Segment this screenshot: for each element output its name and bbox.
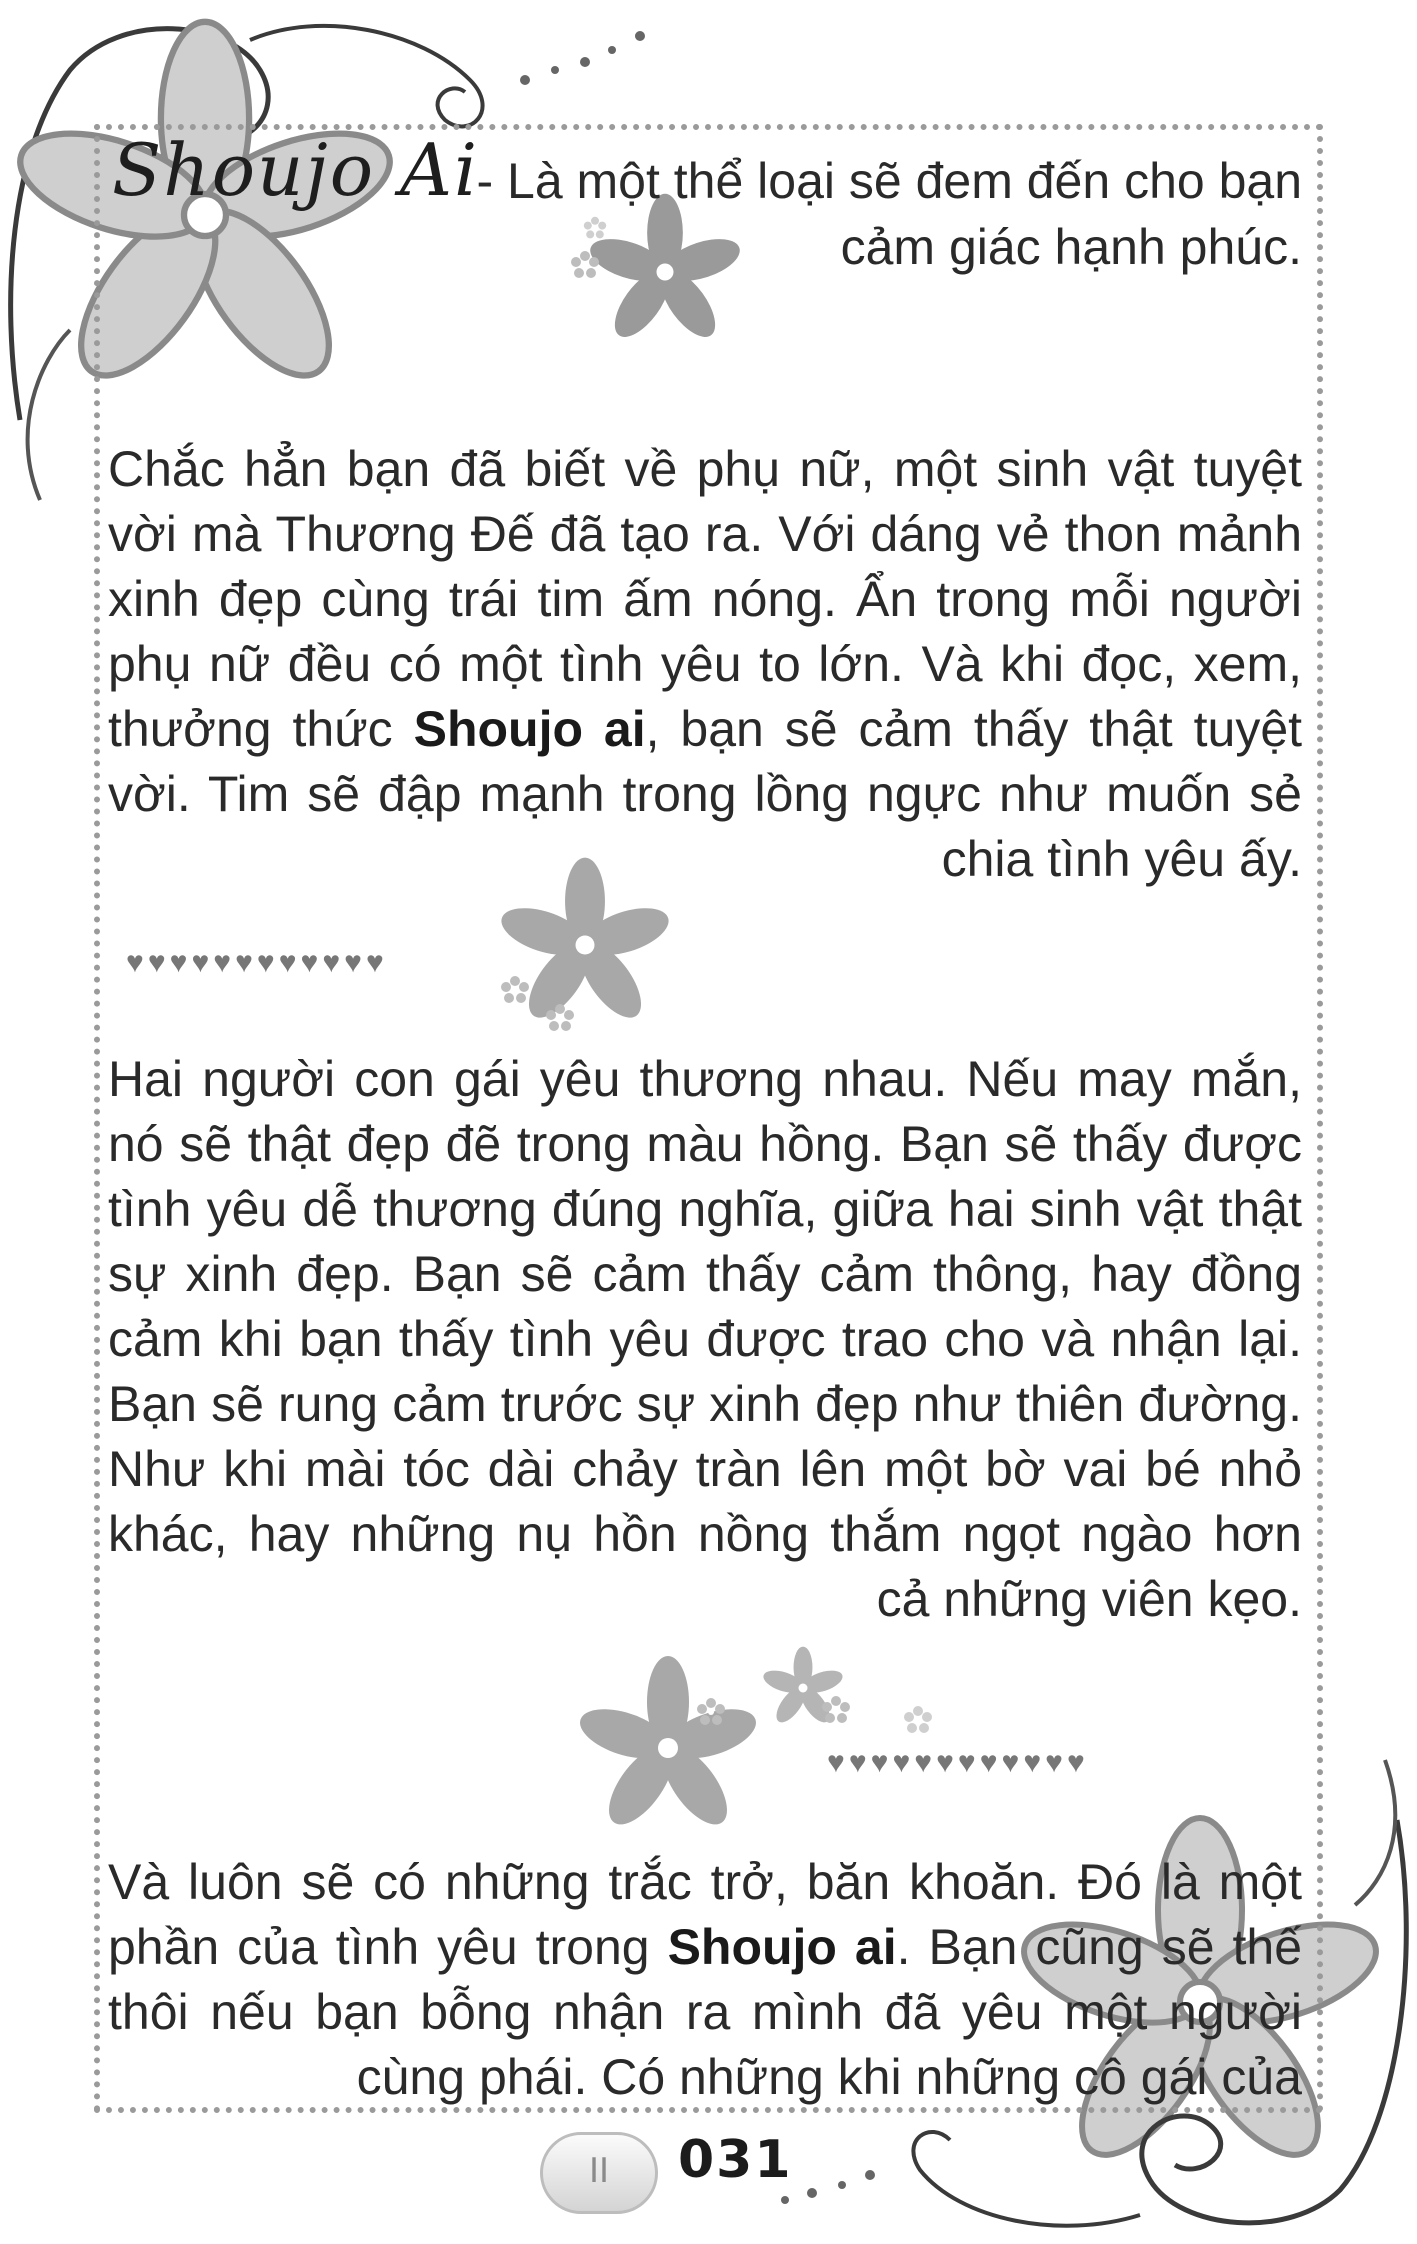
- heart-divider-1: ♥♥♥♥♥♥♥♥♥♥♥♥: [126, 946, 388, 979]
- intro-text: - Là một thể loại sẽ đem đến cho bạn cảm giác hạnh phúc.: [476, 153, 1302, 275]
- bold-shoujo-ai: Shoujo ai: [413, 701, 646, 757]
- heart-divider-2: ♥♥♥♥♥♥♥♥♥♥♥♥: [827, 1746, 1089, 1779]
- page-tab-icon: II: [540, 2132, 658, 2214]
- paragraph-2: Hai người con gái yêu thương nhau. Nếu may mắn, nó sẽ thật đẹp đẽ trong màu hồng. Bạn sẽ thấy được tình yêu dễ thương đúng nghĩa, giữa hai sinh vật thật sự xinh đẹp. Bạn sẽ cảm thấy cảm thông, hay đồng cảm khi bạn thấy tình yêu được trao cho và nhận lại. Bạn sẽ rung cảm trước sự xinh đẹp như thiên đường. Như khi mài tóc dài chảy tràn lên một bờ vai bé nhỏ khác, hay những nụ hồn nồng thắm ngọt ngào hơn cả những viên kẹo.: [108, 1051, 1302, 1627]
- page-number: 031: [678, 2130, 793, 2190]
- shoujo-ai-title: Shoujo Ai: [112, 128, 479, 212]
- paragraph-1: Chắc hẳn bạn đã biết về phụ nữ, một sinh vật tuyệt vời mà Thương Đế đã tạo ra. Với dáng vẻ thon mảnh xinh đẹp cùng trái tim ấm nóng. Ẩn trong mỗi người phụ nữ đều có một tình yêu to lớn. Và khi đọc, xem, thưởng thức Shoujo ai, bạn sẽ cảm thấy thật tuyệt vời. Tim sẽ đập mạnh trong lồng ngực như muốn sẻ chia tình yêu ấy.: [108, 441, 1303, 887]
- paragraph-3: Và luôn sẽ có những trắc trở, băn khoăn. Đó là một phần của tình yêu trong Shoujo ai. Bạn cũng sẽ thế thôi nếu bạn bỗng nhận ra mình đã yêu một người cùng phái. Có những khi những cô gái của: [108, 1854, 1302, 2105]
- bold-shoujo-ai: Shoujo ai: [667, 1919, 897, 1975]
